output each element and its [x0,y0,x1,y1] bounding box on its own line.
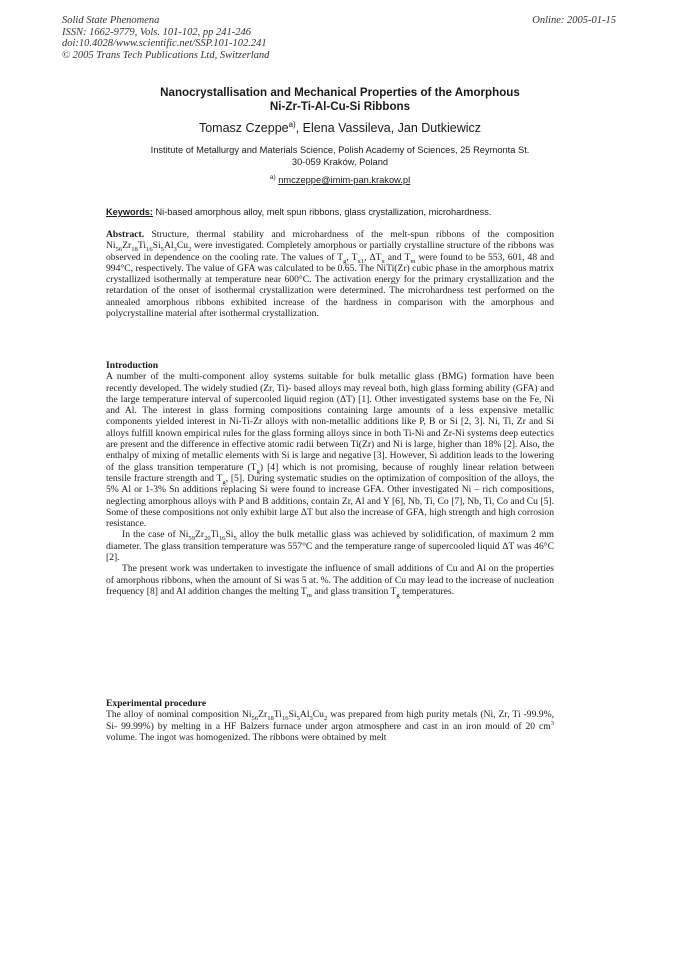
abstract-text-4: were found to be 553, 601, 48 and 994°C, respectively. The value of GFA was calculated to be 0.65. The NiTi(Zr) cubic phase in the amorphous matrix crystallized isothermally at temperature near 600°C. The activation energy for the primary crystallization and the retardation of the onset of isothermal crystallization were determined. The microhardness test performed on the annealed amorphous ribbons exhibited increase of the hardness in comparison with the amorphous and polycrystalline material after isothermal crystallization. [106,251,554,320]
introduction-heading: Introduction [106,360,159,371]
journal-name: Solid State Phenomena [62,15,160,26]
paper-title [80,86,600,114]
doi-line: doi:10.4028/www.scientific.net/SSP.101-102.241 [62,38,267,49]
author-list [80,121,600,135]
intro-paragraph-1b: ) [4] which is not promising, because of roughly linear relation between tensile fracture strength and T [106,461,554,484]
abstract-text-2: were investigated. Completely amorphous or partially crystalline structure of the ribbons was observed in dependence on the cooling rate. The values of [106,240,554,263]
title-line-2: Ni-Zr-Ti-Al-Cu-Si Ribbons [269,100,411,113]
journal-header [62,15,269,61]
affiliation [90,144,590,168]
experimental-heading: Experimental procedure [106,698,207,709]
abstract-text-1: Structure, thermal stability and microhardness of the melt-spun ribbons of the composition [144,229,554,240]
author-others: , Elena Vassileva, Jan Dutkiewicz [295,121,482,135]
keywords-line [106,207,576,217]
intro-paragraph-2b: alloy the bulk metallic glass was achieved by solidification, of maximum 2 mm diameter. The glass transition temperature was 557°C and the temperature range of supercooled liquid ΔT was 46°C [2]. [106,529,554,564]
experimental-section: Experimental procedure The alloy of nominal composition $Ni_{56}Zr_{18}Ti_{16}Si_5Al_3Cu_2$ was prepared from high purity metals (Ni, Zr, Ti -99.9%, Si- 99.99%) by melting in a HF Balzers furnace under argon atmosphere and cast in an iron mould of 20 $cm^3$ volume. The ingot was homogenized. The ribbons were obtained by melt [106,698,554,743]
affiliation-line-1: Institute of Metallurgy and Materials Science, Polish Academy of Sciences, 25 Reymonta St. [150,145,530,155]
email-mark: a) [269,173,276,181]
intro-paragraph-3c: temperatures. [399,585,455,597]
author-czeppe: Tomasz Czeppe [198,121,289,135]
abstract-label: Abstract. [106,229,145,240]
abstract-text-3: and [384,251,405,263]
intro-paragraph-3b: and glass transition T [311,585,397,597]
keywords-label: Keywords: [106,207,153,217]
email-link[interactable]: nmczeppe@imim-pan.krakow.pl [278,175,411,185]
title-line-1: Nanocrystallisation and Mechanical Properties of the Amorphous [160,86,520,99]
abstract: Abstract. Structure, thermal stability and microhardness of the melt-spun ribbons of the composition $Ni_{56}Zr_{18}Ti_{16}Si_5Al_3Cu_2$ were investigated. Completely amorphous or partially crystalline structure of the ribbons was observed in dependence on the cooling rate. The values of $T_g$, $T_{x1}$, $\Delta T_x$ and $T_m$ were found to be 553, 601, 48 and 994°C, respectively. The value of GFA was calculated to be 0.65. The NiTi(Zr) cubic phase in the amorphous matrix crystallized isothermally at temperature near 600°C. The activation energy for the primary crystallization and the retardation of the onset of isothermal crystallization were determined. The microhardness test performed on the annealed amorphous ribbons exhibited increase of the hardness in comparison with the amorphous and polycrystalline material after isothermal crystallization. [106,229,554,320]
author-mark: a) [288,119,296,129]
issn-line: ISSN: 1662-9779, Vols. 101-102, pp 241-246 [62,26,251,38]
affiliation-line-2: 30-059 Kraków, Poland [291,157,389,167]
copyright-line: © 2005 Trans Tech Publications Ltd, Switzerland [62,49,270,61]
intro-paragraph-1c: , [5]. During systematic studies on the optimization of composition of the alloys, the 5% Al or 1-3% Sn additions replacing Si were found to increase GFA. Other investigated Ni – rich compositions, neglecting amorphous alloys with P and B additions, contain Zr, Al and Y [6], Nb, Ti, Co [7], Nb, Ti, Co and Cu [5]. Some of these compositions not only exhibit large ΔT but also the increase of GFA, high strength and high corrosion resistance. [106,472,554,530]
experimental-paragraph-c: volume. The ingot was homogenized. The ribbons were obtained by melt [106,731,387,743]
experimental-paragraph-b: was prepared from high purity metals (Ni, Zr, Ti -99.9%, Si- 99.99%) by melting in a HF Balzers furnace under argon atmosphere and cast in an iron mould of 20 cm [106,709,554,732]
experimental-paragraph-a: The alloy of nominal composition [106,709,242,721]
email-line [80,175,600,185]
composition-formula: $Ni_{56}Zr_{18}Ti_{16}Si_5Al_3Cu_2$ [106,240,192,254]
intro-paragraph-3a: The present work was undertaken to investigate the influence of small additions of Cu and Al on the properties of amorphous ribbons, when the amount of Si was 5 at. %. The addition of Cu may lead to the increase of nucleation frequency [8] and Al addition changes the melting T [106,563,554,597]
intro-paragraph-2a: In the case of [122,529,179,541]
intro-paragraph-1a: A number of the multi-component alloy systems suitable for bulk metallic glass (BMG) formation have been recently developed. The widely studied (Zr, Ti)- based alloys may reveal both, high glass forming ability (GFA) and the large temperature interval of supercooled liquid region (ΔT) [1]. Other investigated systems base on the Fe, Ni and Al. The interest in glass forming compositions containing large amounts of a less expensive metallic components yielded interest in Ni-Ti-Zr alloys with non-metallic additions like P, B or Si [2, 3]. Ni, Ti, Zr and Si alloys fulfill known empirical rules for the glass forming alloys since in both Ti-Ni and Zr-Ni systems deep eutectics are present and the difference in effective atomic radii between Ti(Zr) and Ni is large, higher than 18% [2]. Also, the enthalpy of mixing of metallic elements with Si is large and negative [3]. However, Si addition leads to the lowering of the glass transition temperature (T [106,371,554,473]
introduction-section: Introduction A number of the multi-component alloy systems suitable for bulk metallic glass (BMG) formation have been recently developed. The widely studied (Zr, Ti)- based alloys may reveal both, high glass forming ability (GFA) and the large temperature interval of supercooled liquid region (ΔT) [1]. Other investigated systems base on the Fe, Ni and Al. The interest in glass forming compositions containing large amounts of a less expensive metallic components yielded interest in Ni-Ti-Zr alloys with non-metallic additions like P, B or Si [2, 3]. Ni, Ti, Zr and Si alloys fulfill known empirical rules for the glass forming alloys since in both Ti-Ni and Zr-Ni systems deep eutectics are present and the difference in effective atomic radii between Ti(Zr) and Ni is large, higher than 18% [2]. Also, the enthalpy of mixing of metallic elements with Si is large and negative [3]. However, Si addition leads to the lowering of the glass transition temperature $(T_g)$ [4] which is not promising, because of roughly linear relation between tensile fracture strength and $T_g$, [5]. During systematic studies on the optimization of composition of the alloys, the 5% Al or 1-3% Sn additions replacing Si were found to increase GFA. Other investigated Ni – rich compositions, neglecting amorphous alloys with P and B additions, contain Zr, Al and Y [6], Nb, Ti, Co [7], Nb, Ti, Co and Cu [5]. Some of these compositions not only exhibit large ΔT but also the increase of GFA, high strength and high corrosion resistance. In the case of $Ni_{59}Zr_{20}Ti_{16}Si_5$ alloy the bulk metallic glass was achieved by solidification, of maximum 2 mm diameter. The glass transition temperature was 557°C and the temperature range of supercooled liquid ΔT was 46°C [2]. The present work was undertaken to investigate the influence of small additions of Cu and Al on the properties of amorphous ribbons, when the amount of Si was 5 at. %. The addition of Cu may lead to the increase of nucleation frequency [8] and Al addition changes the melting $T_m$ and glass transition $T_g$ temperatures. [106,360,554,599]
online-date: Online: 2005-01-15 [532,15,616,26]
keywords-text: Ni-based amorphous alloy, melt spun ribbons, glass crystallization, microhardness. [152,207,492,217]
